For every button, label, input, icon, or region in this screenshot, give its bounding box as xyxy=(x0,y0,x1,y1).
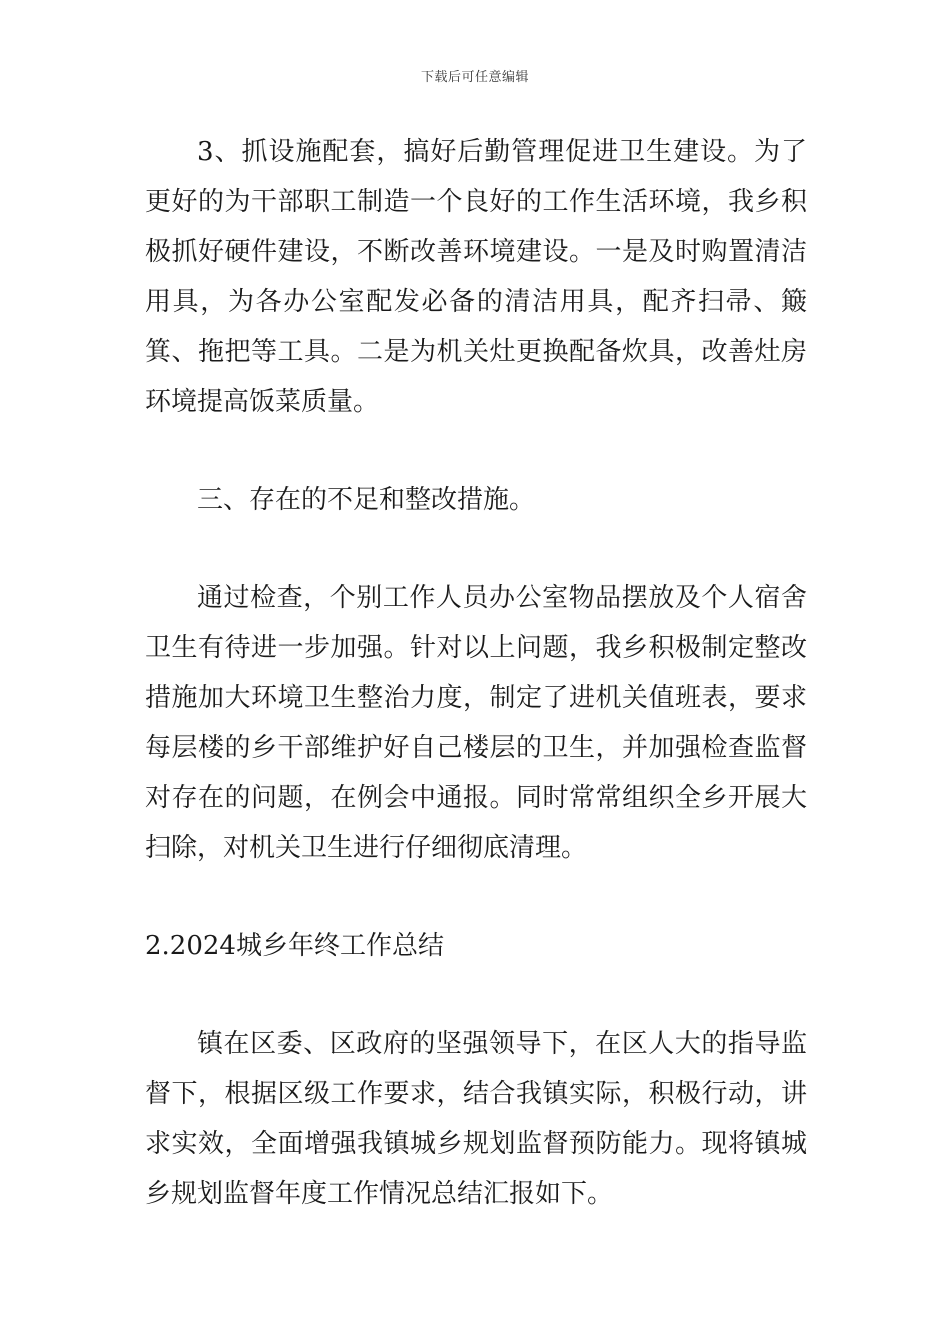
page-header-note: 下载后可任意编辑 xyxy=(420,70,529,85)
document-body xyxy=(145,127,807,1219)
paragraph-facilities: 3、抓设施配套，搞好后勤管理促进卫生建设。为了更好的为干部职工制造一个良好的工作生活环境，我乡积极抓好硬件建设，不断改善环境建设。一是及时购置清洁用具，为各办公室配发必备的清洁用具，配齐扫帚、簸箕、拖把等工具。二是为机关灶更换配备炊具，改善灶房环境提高饭菜质量。 xyxy=(145,137,807,417)
section-title-annual-summary: 2.2024城乡年终工作总结 xyxy=(145,931,444,961)
paragraph-town-summary: 镇在区委、区政府的坚强领导下，在区人大的指导监督下，根据区级工作要求，结合我镇实际，积极行动，讲求实效，全面增强我镇城乡规划监督预防能力。现将镇城乡规划监督年度工作情况总结汇报如下。 xyxy=(145,1029,807,1209)
section-heading-shortcomings: 三、存在的不足和整改措施。 xyxy=(197,485,536,515)
paragraph-inspection: 通过检查，个别工作人员办公室物品摆放及个人宿舍卫生有待进一步加强。针对以上问题，我乡积极制定整改措施加大环境卫生整治力度，制定了进机关值班表，要求每层楼的乡干部维护好自己楼层的卫生，并加强检查监督对存在的问题，在例会中通报。同时常常组织全乡开展大扫除，对机关卫生进行仔细彻底清理。 xyxy=(145,583,807,863)
